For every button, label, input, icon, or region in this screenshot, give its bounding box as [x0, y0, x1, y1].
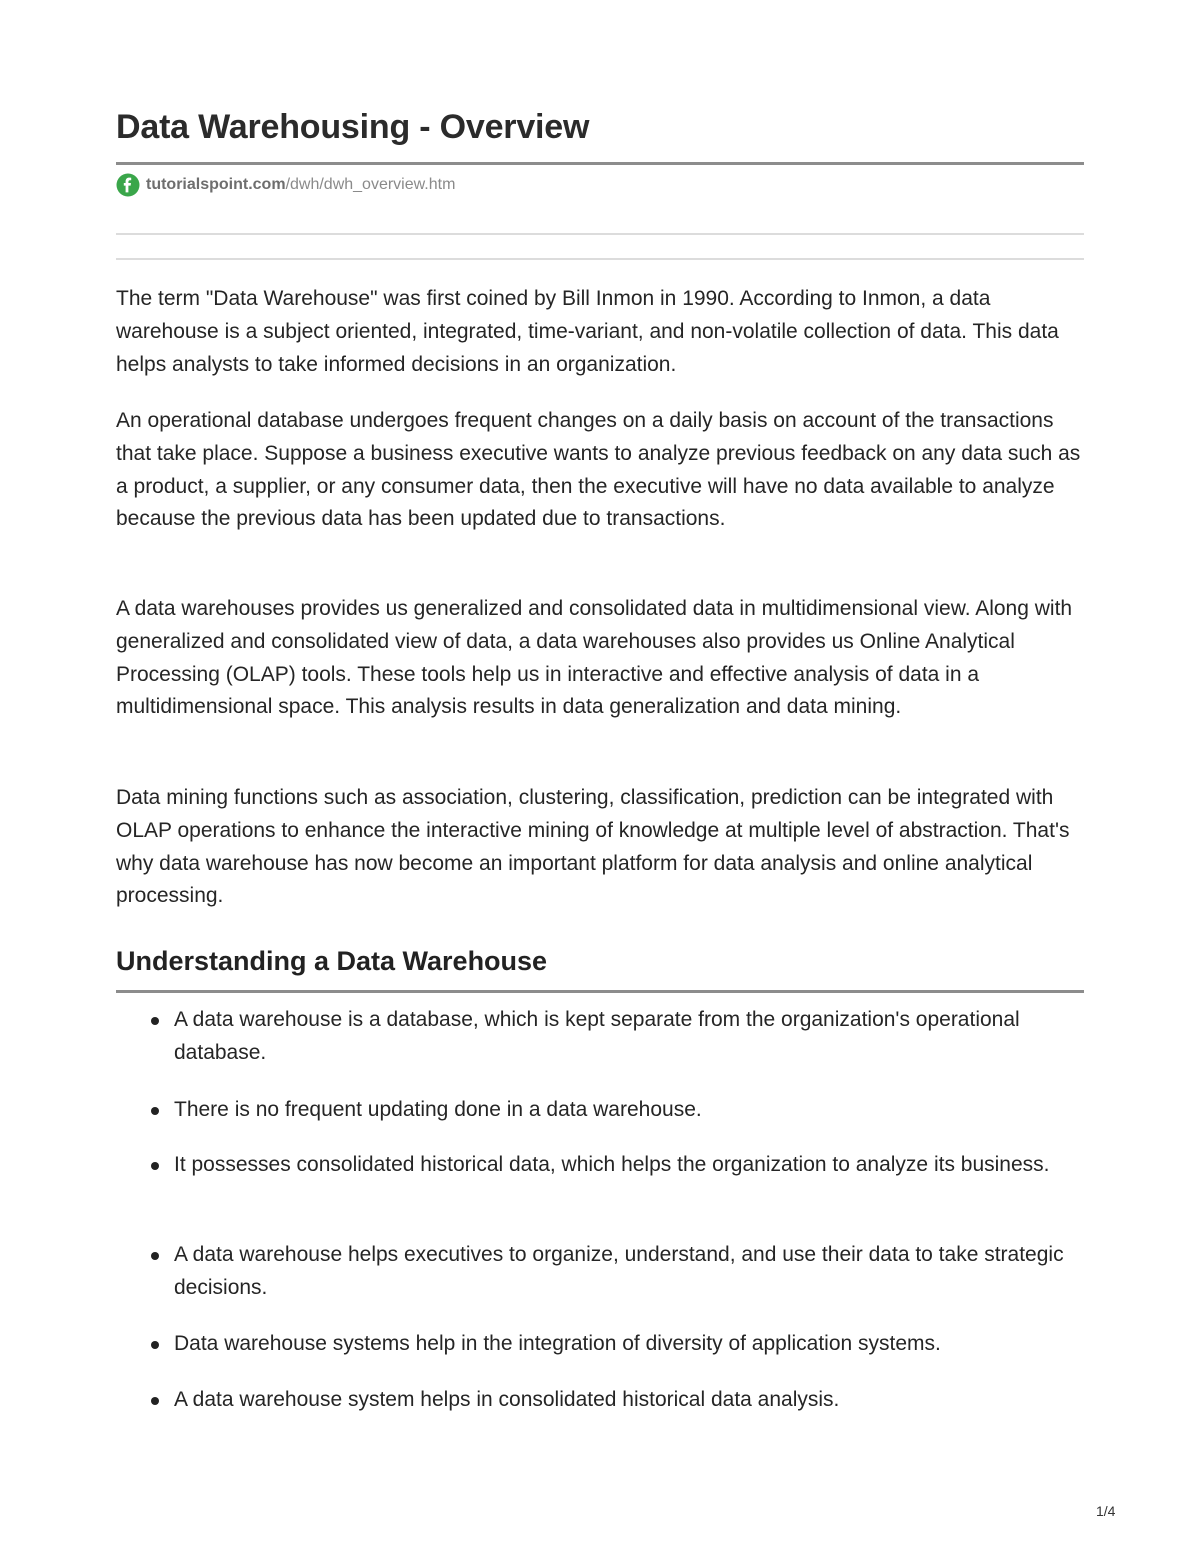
list-item	[174, 1328, 1079, 1361]
list-item	[174, 1004, 1079, 1070]
paragraph-data-mining: Data mining functions such as association, clustering, classification, prediction can be integrated with OLAP operations to enhance the interactive mining of knowledge at multiple level of abstraction. That's why data warehouse has now become an important platform for data analysis and online analytical processing.	[116, 786, 1070, 908]
section-heading: Understanding a Data Warehouse	[116, 946, 548, 976]
list-item-text: Data warehouse systems help in the integration of diversity of application systems.	[174, 1332, 941, 1355]
bullet-icon	[151, 1162, 159, 1170]
bullet-icon	[151, 1107, 159, 1115]
tutorialspoint-logo-icon	[116, 173, 140, 197]
list-item	[174, 1094, 1079, 1127]
section-divider	[116, 990, 1084, 993]
page-number: 1/4	[1096, 1503, 1116, 1519]
list-item-text: It possesses consolidated historical data, which helps the organization to analyze its business.	[174, 1153, 1050, 1176]
source-domain: tutorialspoint.com	[146, 176, 286, 193]
header-divider-bottom	[116, 258, 1084, 260]
list-item	[174, 1149, 1079, 1182]
list-item	[174, 1384, 1079, 1417]
bullet-icon	[151, 1341, 159, 1349]
source-path: /dwh/dwh_overview.htm	[285, 176, 456, 193]
list-item-text: A data warehouse helps executives to organize, understand, and use their data to take strategic decisions.	[174, 1243, 1064, 1299]
list-item-text: A data warehouse system helps in consolidated historical data analysis.	[174, 1388, 840, 1411]
list-item-text: There is no frequent updating done in a data warehouse.	[174, 1098, 702, 1121]
title-divider	[116, 162, 1084, 165]
paragraph-intro: The term "Data Warehouse" was first coined by Bill Inmon in 1990. According to Inmon, a data warehouse is a subject oriented, integrated, time-variant, and non-volatile collection of data. This data helps analysts to take informed decisions in an organization.	[116, 287, 1059, 376]
bullet-icon	[151, 1017, 159, 1025]
paragraph-operational-database: An operational database undergoes frequent changes on a daily basis on account of the transactions that take place. Suppose a business executive wants to analyze previous feedback on any data such as a product, a supplier, or any consumer data, then the executive will have no data available to analyze because the previous data has been updated due to transactions.	[116, 409, 1081, 531]
header-divider-top	[116, 233, 1084, 235]
page-title: Data Warehousing - Overview	[116, 108, 590, 146]
paragraph-olap: A data warehouses provides us generalized and consolidated data in multidimensional view. Along with generalized and consolidated view of data, a data warehouses also provides us Online Analytical Processing (OLAP) tools. These tools help us in interactive and effective analysis of data in a multidimensional space. This analysis results in data generalization and data mining.	[116, 597, 1073, 719]
list-item	[174, 1239, 1079, 1305]
bullet-icon	[151, 1252, 159, 1260]
source-link[interactable]	[116, 173, 455, 197]
list-item-text: A data warehouse is a database, which is kept separate from the organization's operational database.	[174, 1008, 1020, 1064]
bullet-icon	[151, 1397, 159, 1405]
